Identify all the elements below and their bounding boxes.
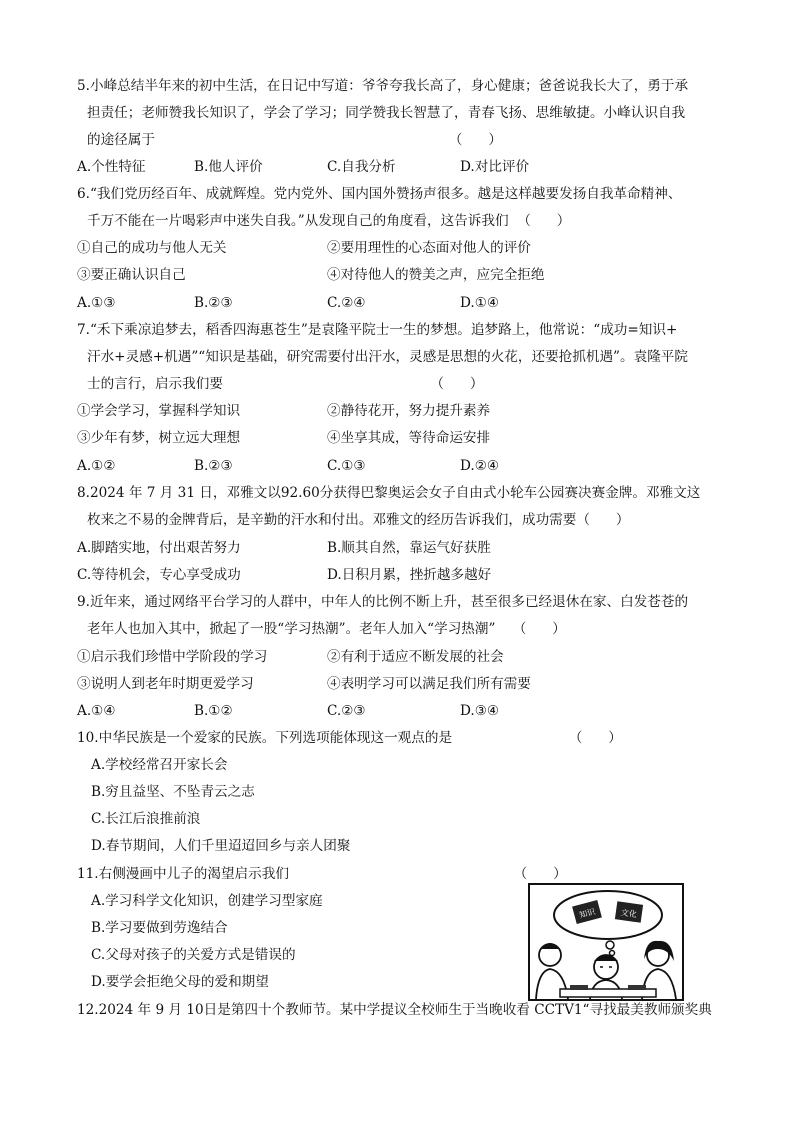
book-icon (615, 901, 643, 922)
cartoon-image (528, 883, 684, 1001)
q5-option-d: D.对比评价 (460, 159, 530, 175)
q7-statement-1: ①学会学习，掌握科学知识 (77, 403, 241, 419)
q11-option-d: D.要学会拒绝父母的爱和期望 (91, 974, 269, 990)
q5-option-b: B.他人评价 (194, 159, 263, 175)
q10-option-b: B.穷且益坚、不坠青云之志 (91, 784, 255, 800)
q9-option-b: B.①② (194, 703, 233, 719)
q7-line-3: 士的言行，启示我们要 （ ） (87, 376, 484, 392)
q6-statement-1: ①自己的成功与他人无关 (77, 240, 227, 256)
q9-statement-3: ③说明人到老年时期更爱学习 (77, 676, 254, 692)
q11-line-1: 11.右侧漫画中儿子的渴望启示我们 （ ） (77, 866, 567, 882)
q7-option-d: D.②④ (460, 458, 500, 474)
q10-line-1: 10.中华民族是一个爱家的民族。下列选项能体现这一观点的是 （ ） (77, 730, 622, 746)
q7-option-a: A.①② (77, 458, 116, 474)
q6-statement-3: ③要正确认识自己 (77, 267, 186, 283)
q8-option-a: A.脚踏实地，付出艰苦努力 (77, 540, 241, 556)
q7-line-1: 7.“禾下乘凉追梦去，稻香四海惠苍生”是袁隆平院士一生的梦想。追梦路上，他常说：“成功=知识+ (77, 322, 678, 338)
q7-statement-4: ④坐享其成，等待命运安排 (327, 430, 491, 446)
q9-option-a: A.①④ (77, 703, 116, 719)
q12-line-1: 12.2024 年 9 月 10日是第四十个教师节。某中学提议全校师生于当晚收看 CCTV1“寻找最美教师颁奖典 (77, 1002, 712, 1018)
q5-line-2: 担责任；老师赞我长知识了，学会了学习；同学赞我长智慧了，青春飞扬、思维敏捷。小峰认识自我 (87, 105, 686, 121)
q7-line-2: 汗水+灵感+机遇”“知识是基础，研究需要付出汗水，灵感是思想的火花，还要抢抓机遇”。袁隆平院 (87, 349, 688, 365)
q8-line-1: 8.2024 年 7 月 31 日，邓雅文以92.60分获得巴黎奥运会女子自由式小轮车公园赛决赛金牌。邓雅文这 (77, 485, 701, 501)
q9-line-2: 老年人也加入其中，掀起了一股“学习热潮”。老年人加入“学习热潮” （ ） (87, 621, 566, 637)
q6-statement-4: ④对待他人的赞美之声，应完全拒绝 (327, 267, 545, 283)
book-left-label: 知识 (578, 907, 597, 920)
q6-option-b: B.②③ (194, 295, 233, 311)
q5-option-a: A.个性特征 (77, 159, 146, 175)
q8-option-c: C.等待机会，专心享受成功 (77, 567, 241, 583)
q6-option-a: A.①③ (77, 295, 116, 311)
q6-option-c: C.②④ (327, 295, 366, 311)
q8-line-2: 枚来之不易的金牌背后，是辛勤的汗水和付出。邓雅文的经历告诉我们，成功需要（ ） (87, 512, 630, 528)
q11-option-c: C.父母对孩子的关爱方式是错误的 (91, 947, 296, 963)
q11-option-a: A.学习科学文化知识，创建学习型家庭 (91, 893, 323, 909)
cartoon-drawing (530, 885, 682, 999)
q5-line-1: 5.小峰总结半年来的初中生活，在日记中写道：爷爷夸我长高了，身心健康；爸爸说我长大了，勇于承 (77, 78, 689, 94)
q10-option-a: A.学校经常召开家长会 (91, 757, 228, 773)
q7-statement-2: ②静待花开，努力提升素养 (327, 403, 491, 419)
q8-option-b: B.顺其自然，靠运气好获胜 (327, 540, 491, 556)
q6-option-d: D.①④ (460, 295, 500, 311)
q5-option-c: C.自我分析 (327, 159, 396, 175)
q9-statement-1: ①启示我们珍惜中学阶段的学习 (77, 649, 268, 665)
q11-option-b: B.学习要做到劳逸结合 (91, 920, 228, 936)
q9-statement-4: ④表明学习可以满足我们所有需要 (327, 676, 531, 692)
q6-line-1: 6.“我们党历经百年、成就辉煌。党内党外、国内国外赞扬声很多。越是这样越要发扬自我革命精神、 (77, 186, 682, 202)
q9-statement-2: ②有利于适应不断发展的社会 (327, 649, 504, 665)
q7-option-b: B.②③ (194, 458, 233, 474)
q9-line-1: 9.近年来，通过网络平台学习的人群中，中年人的比例不断上升，甚至很多已经退休在家、白发苍苍的 (77, 594, 689, 610)
q7-statement-3: ③少年有梦，树立远大理想 (77, 430, 241, 446)
q8-option-d: D.日积月累，挫折越多越好 (327, 567, 492, 583)
q7-option-c: C.①③ (327, 458, 366, 474)
q5-line-3: 的途径属于 （ ） (87, 132, 502, 148)
q10-option-c: C.长江后浪推前浪 (91, 811, 201, 827)
q9-option-c: C.②③ (327, 703, 366, 719)
q6-line-2: 千万不能在一片喝彩声中迷失自我。”从发现自己的角度看，这告诉我们 （ ） (87, 213, 571, 229)
q10-option-d: D.春节期间，人们千里迢迢回乡与亲人团聚 (91, 838, 351, 854)
book-right-label: 文化 (620, 907, 638, 920)
q9-option-d: D.③④ (460, 703, 500, 719)
q6-statement-2: ②要用理性的心态面对他人的评价 (327, 240, 531, 256)
